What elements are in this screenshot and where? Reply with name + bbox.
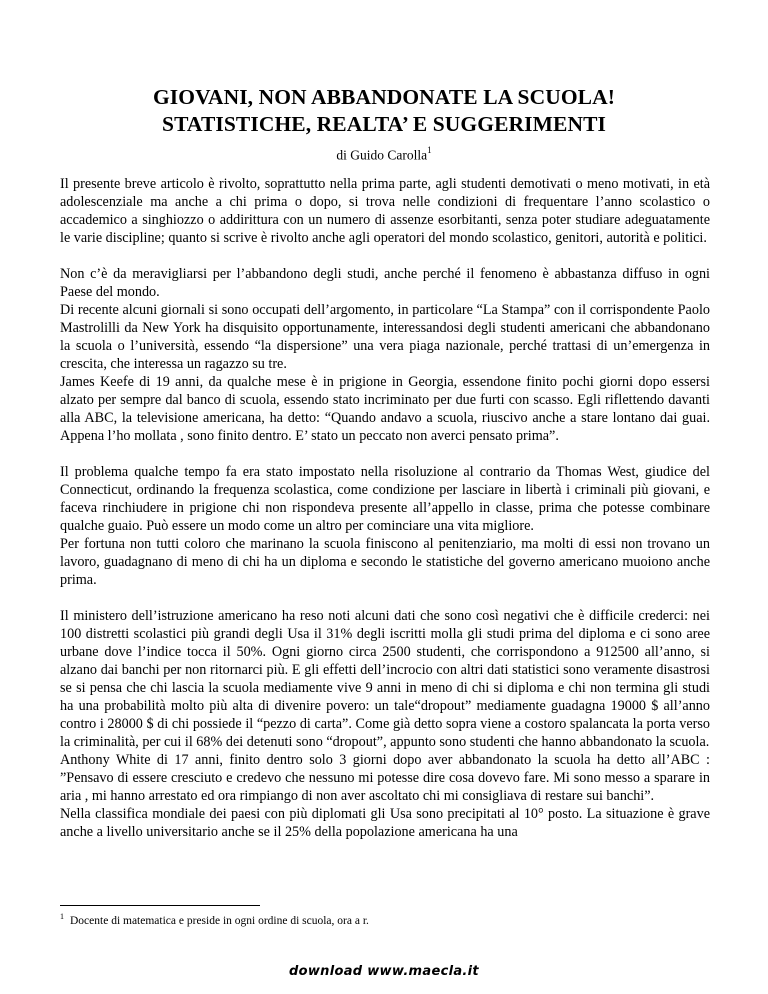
paragraph: Nella classifica mondiale dei paesi con più diplomati gli Usa sono precipitati al 10° posto. La situazione è grave anche a livello universitario anche se il 25% della popolazione americana ha una [60,806,710,840]
paragraph: Non c’è da meravigliarsi per l’abbandono degli studi, anche perché il fenomeno è abbastanza diffuso in ogni Paese del mondo. [60,266,710,300]
footnote-text: Docente di matematica e preside in ogni ordine di scuola, ora a r. [70,914,369,927]
title-line-1: GIOVANI, NON ABBANDONATE LA SCUOLA! [152,85,616,109]
paragraph: James Keefe di 19 anni, da qualche mese è in prigione in Georgia, essendone finito pochi giorni dopo essersi alzato per sempre dal banco di scuola, essendo stato incriminato per due furti con scasso. Egli riflettendo davanti alla ABC, la televisione americana, ha detto: “Quando andavo a scuola, riuscivo anche a stare lontano dai guai. Appena l’ho mollata , sono finito dentro. E’ stato un peccato non averci pensato prima”. [60,374,710,444]
footnote-marker: 1 [60,912,64,921]
download-link[interactable]: download www.maecla.it [289,964,479,979]
paragraph: Per fortuna non tutti coloro che marinano la scuola finiscono al penitenziario, ma molti di essi non trovano un lavoro, guadagnano di meno di chi ha un diploma e secondo le statistiche del governo americano muoiono anche prima. [60,536,710,588]
paragraph: Il problema qualche tempo fa era stato impostato nella risoluzione al contrario da Thomas West, giudice del Connecticut, ordinando la frequenza scolastica, come condizione per lasciare in libertà i criminali più giovani, e faceva rinchiudere in prigione chi non rispondeva presente all’appello in classe, prima che potesse combinare qualche guaio. Può essere un modo come un altro per cominciare una vita migliore. [60,464,710,534]
footnote-divider [60,905,260,906]
document-title [60,84,708,138]
paragraph: Anthony White di 17 anni, finito dentro solo 3 giorni dopo aver abbandonato la scuola ha detto all’ABC : ”Pensavo di essere cresciuto e credevo che nessuno mi potesse dire cosa dovevo fare. Mi sono messo a sparare in aria , mi hanno arrestato ed ora rimpiango di non aver ascoltato chi mi consigliava di restare sui banchi”. [60,752,710,804]
author-name: di Guido Carolla [336,147,428,163]
footnote [60,910,710,928]
author-byline [60,146,708,164]
article-body [60,175,710,841]
paragraph: Il ministero dell’istruzione americano ha reso noti alcuni dati che sono così negativi che è difficile crederci: nei 100 distretti scolastici più grandi degli Usa il 31% degli iscritti molla gli studi prima del diploma e ci sono aree urbane dove l’indice tocca il 50%. Ogni giorno circa 2500 studenti, che corrispondono a 912500 all’anno, si alzano dai banchi per non ritornarci più. E gli effetti dell’incrocio con altri dati statistici sono veramente disastrosi se si pensa che chi lascia la scuola mediamente vive 9 anni in meno di chi si diploma e chi non termina gli studi ha una probabilità molto più alta di divenire povero: un tale“dropout” mediamente guadagna 19000 $ all’anno contro i 28000 $ di chi possiede il “pezzo di carta”. Come già detto sopra viene a costoro spalancata la porta verso la criminalità, per cui il 68% dei detenuti sono “dropout”, appunto sono studenti che hanno abbandonato la scuola. [60,608,710,750]
paragraph: Di recente alcuni giornali si sono occupati dell’argomento, in particolare “La Stampa” con il corrispondente Paolo Mastrolilli da New York ha disquisito opportunamente, interessandosi degli studenti americani che abbandonano la scuola o l’università, essendo “la dispersione” una vera piaga nazionale, perché trattasi di un’emergenza in crescita, che interessa un ragazzo su tre. [60,302,710,372]
title-line-2: STATISTICHE, REALTA’ E SUGGERIMENTI [162,112,606,136]
paragraph: Il presente breve articolo è rivolto, soprattutto nella prima parte, agli studenti demotivati o meno motivati, in età adolescenziale ma anche a chi prima o dopo, si trova nelle condizioni di frequentare l’anno scolastico o accademico a singhiozzo o addirittura con un numero di assenze esorbitanti, senza poter studiare adeguatamente le varie discipline; quanto si scrive è rivolto anche agli operatori del mondo scolastico, genitori, autorità e politici. [60,176,710,246]
footnote-reference: 1 [427,145,432,155]
